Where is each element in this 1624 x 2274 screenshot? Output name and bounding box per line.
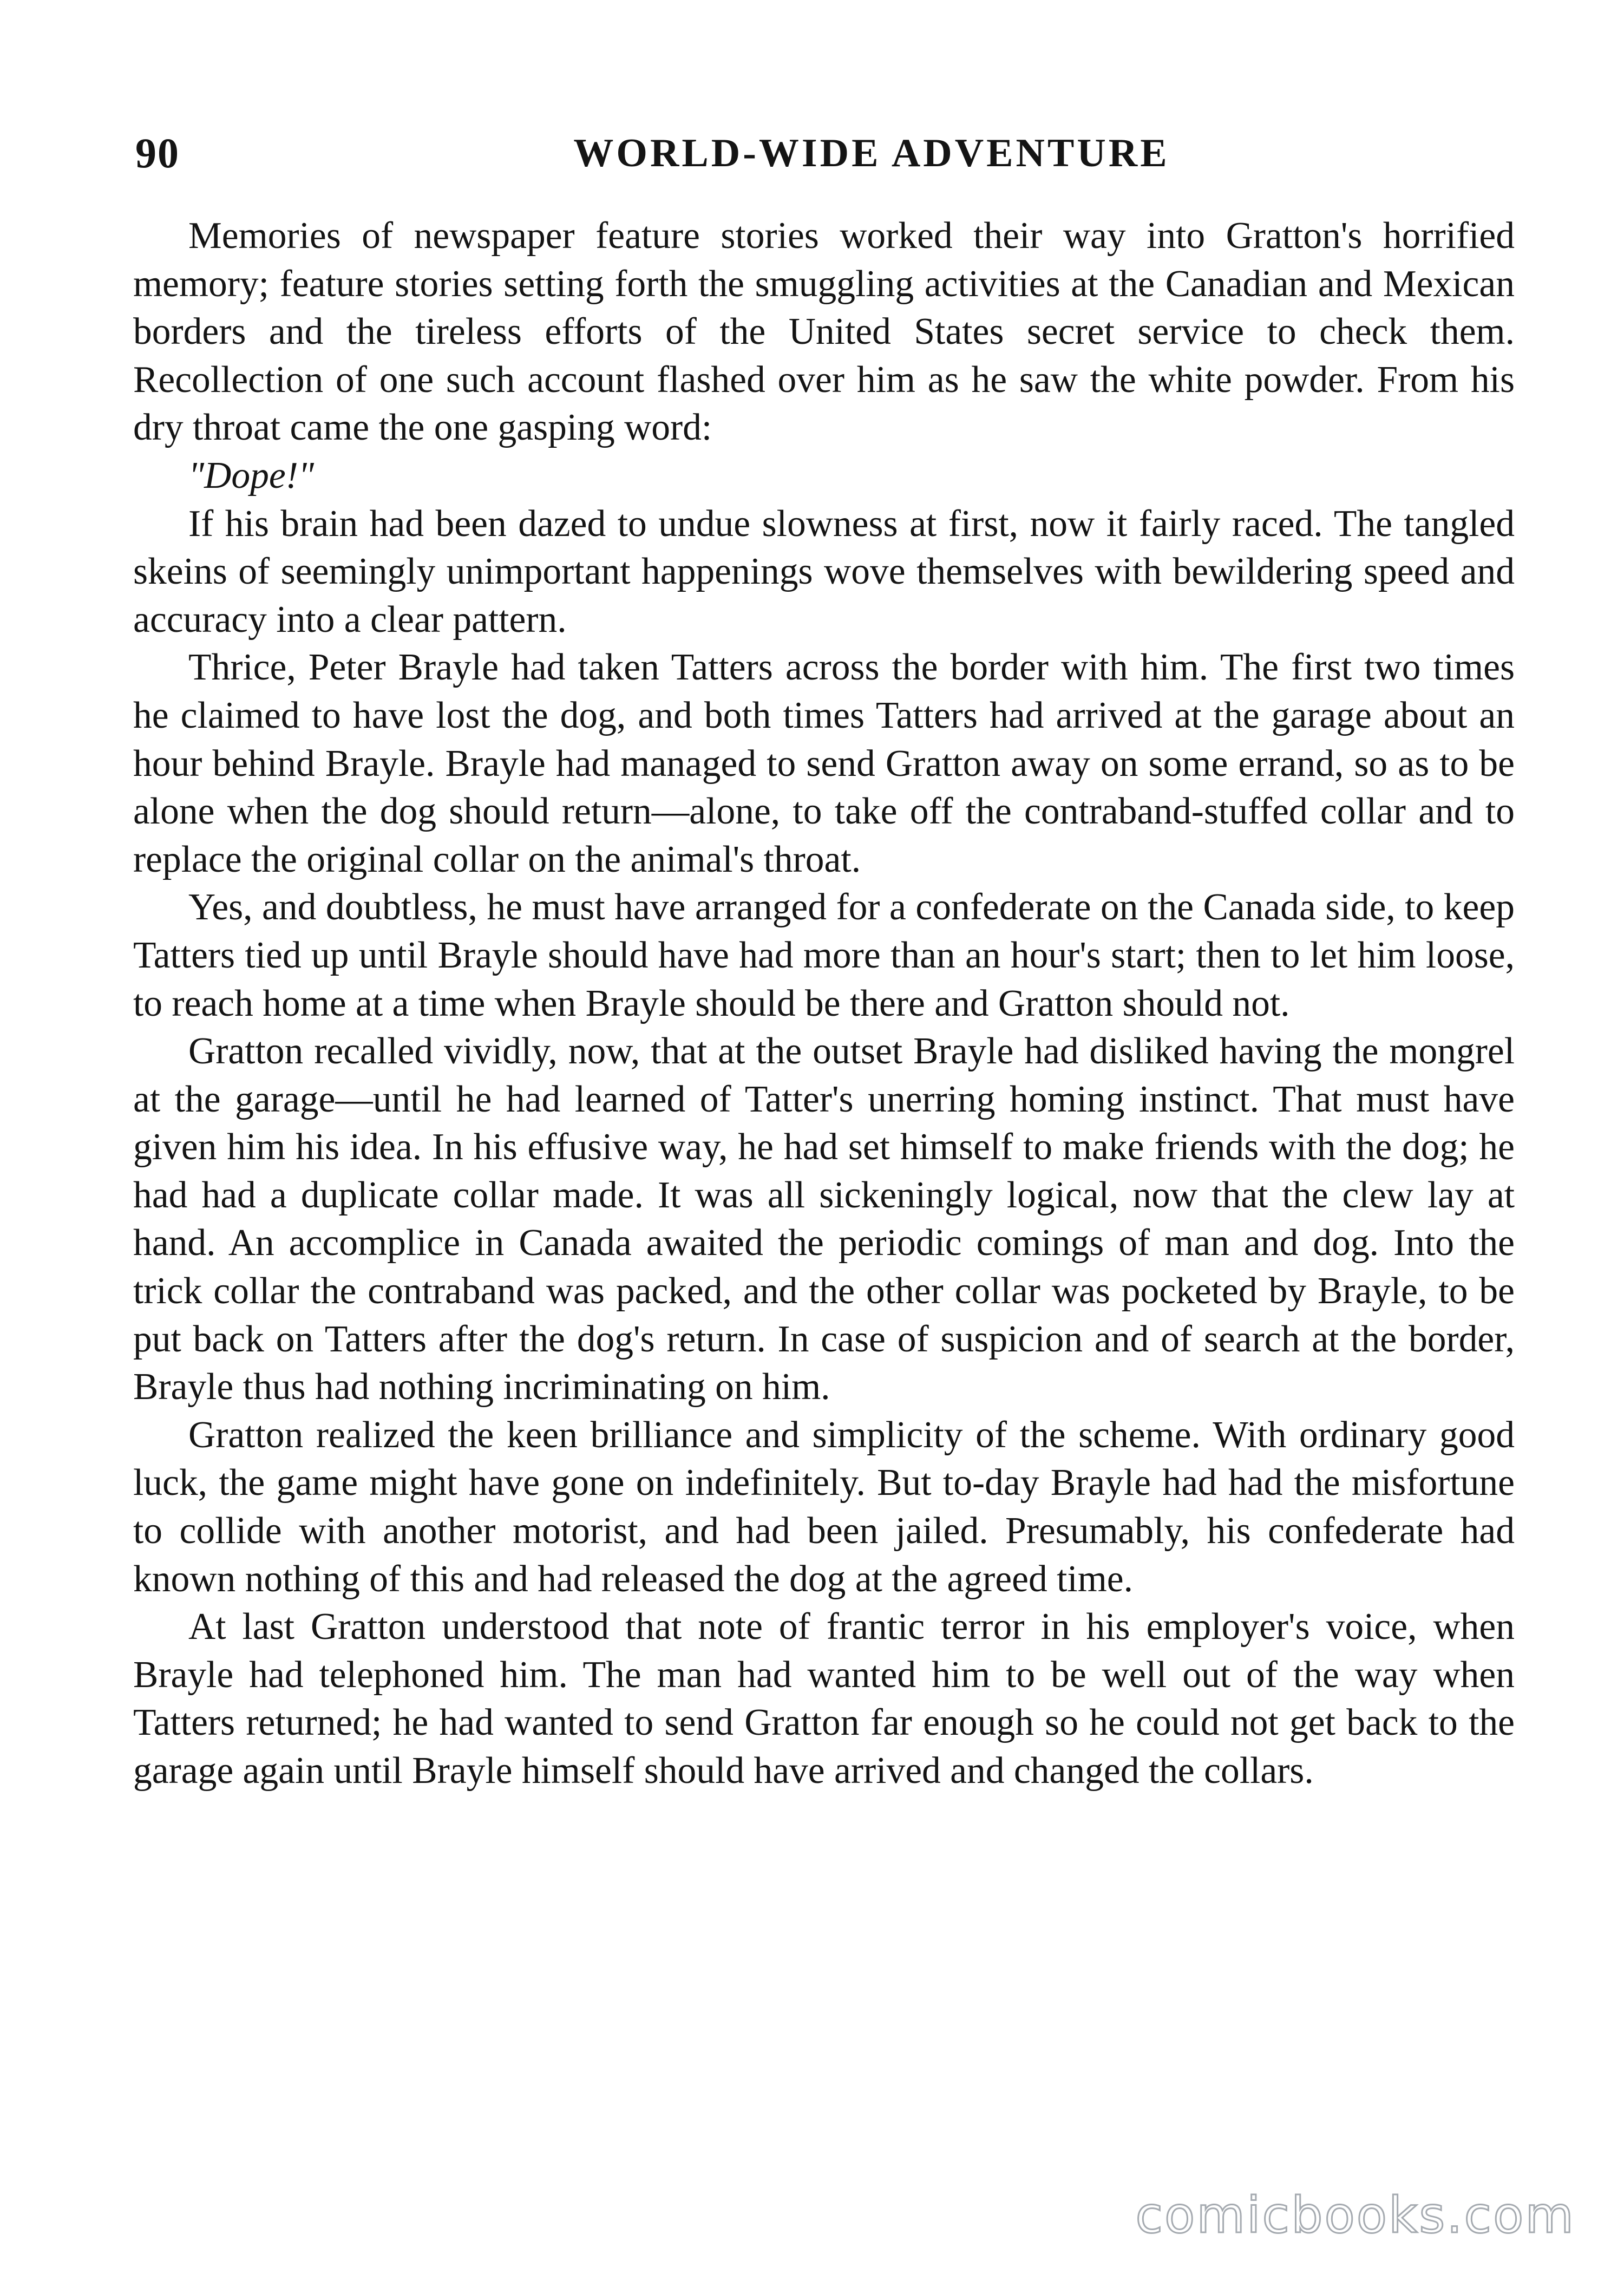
watermark: comicbooks.com: [1135, 2186, 1575, 2244]
running-head: WORLD-WIDE ADVENTURE: [573, 131, 1170, 175]
paragraph: If his brain had been dazed to undue slowness at first, now it fairly raced. The tangled skeins of seemingly unimportant happenings wove themselves with bewildering speed and accuracy into a clear pattern.: [133, 502, 1515, 641]
paragraph: Thrice, Peter Brayle had taken Tatters across the border with him. The first two times he claimed to have lost the dog, and both times Tatters had arrived at the garage about an hour behind Brayle. Brayle had managed to send Gratton away on some errand, so as to be alone when the dog should return—alone, to take off the contraband-stuffed collar and to replace the original collar on the animal's throat.: [133, 646, 1515, 880]
paragraph: Memories of newspaper feature stories worked their way into Gratton's horrified memory; feature stories setting forth the smuggling activities at the Canadian and Mexican borders and the tireless efforts of the United States secret service to check them. Recollection of one such account flashed over him as he saw the white powder. From his dry throat came the one gasping word:: [133, 215, 1515, 449]
page-number: 90: [135, 129, 180, 177]
paragraph: "Dope!": [188, 454, 315, 496]
body-text: [133, 212, 1515, 1795]
paragraph: Gratton recalled vividly, now, that at the outset Brayle had disliked having the mongrel at the garage—until he had learned of Tatter's unerring homing instinct. That must have given him his idea. In his effusive way, he had set himself to make friends with the dog; he had had a duplicate collar made. It was all sickeningly logical, now that the clew lay at hand. An accomplice in Canada awaited the periodic comings of man and dog. Into the trick collar the contraband was packed, and the other collar was pocketed by Brayle, to be put back on Tatters after the dog's return. In case of suspicion and of search at the border, Brayle thus had nothing incriminating on him.: [133, 1030, 1515, 1408]
page-header: [135, 123, 1510, 183]
paragraph: Gratton realized the keen brilliance and simplicity of the scheme. With ordinary good luck, the game might have gone on indefinitely. But to-day Brayle had had the misfortune to collide with another motorist, and had been jailed. Presumably, his confederate had known nothing of this and had released the dog at the agreed time.: [133, 1414, 1515, 1600]
paragraph: Yes, and doubtless, he must have arranged for a confederate on the Canada side, to keep Tatters tied up until Brayle should have had more than an hour's start; then to let him loose, to reach home at a time when Brayle should be there and Gratton should not.: [133, 886, 1515, 1024]
paragraph: At last Gratton understood that note of frantic terror in his employer's voice, when Brayle had telephoned him. The man had wanted him to be well out of the way when Tatters returned; he had wanted to send Gratton far enough so he could not get back to the garage again until Brayle himself should have arrived and changed the collars.: [133, 1606, 1515, 1792]
